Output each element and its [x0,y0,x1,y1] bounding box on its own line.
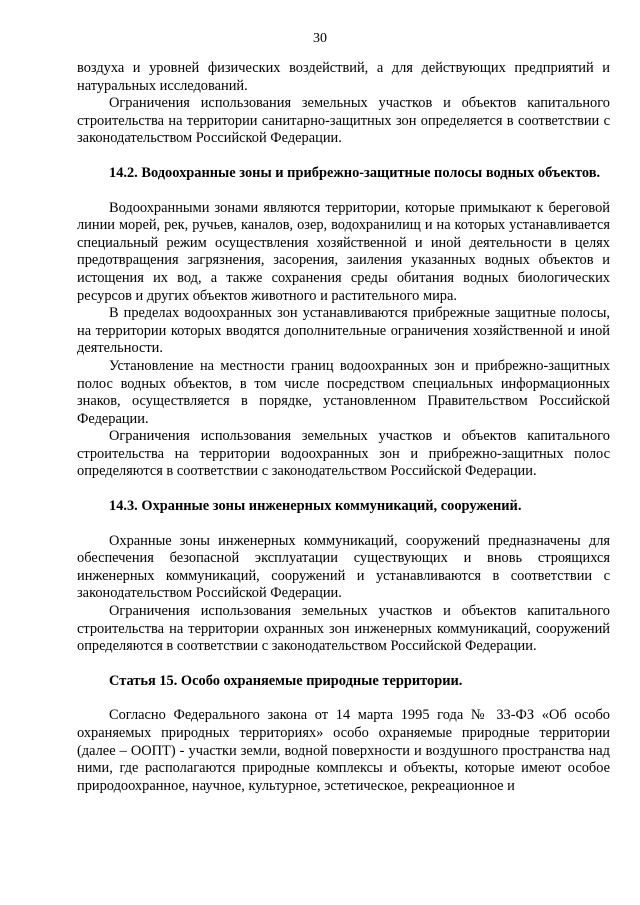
intro-paragraph-1: воздуха и уровней физических воздействий, а для действующих предприятий и натуральных исследований. [77,60,610,94]
page-content [77,60,610,795]
article-15-heading: Статья 15. Особо охраняемые природные территории. [109,672,463,689]
section-14-2-paragraph-3: Установление на местности границ водоохранных зон и прибрежно-защитных полос водных объектов, в том числе посредством специальных информационных знаков, осуществляется в порядке, установленном Правительством Российской Федерации. [77,357,610,427]
article-15-paragraph-1: Согласно Федерального закона от 14 марта 1995 года № 33-ФЗ «Об особо охраняемых природных территориях» особо охраняемые природные территории (далее – ООПТ) - участки земли, водной поверхности и воздушного пространства над ними, где располагаются природные комплексы и объекты, которые имеют особое природоохранное, научное, культурное, эстетическое, рекреационное и [77,707,610,794]
section-14-3-heading: 14.3. Охранные зоны инженерных коммуникаций, сооружений. [109,498,522,515]
section-14-3-paragraph-1: Охранные зоны инженерных коммуникаций, сооружений предназначены для обеспечения безопасной эксплуатации существующих и вновь строящихся инженерных коммуникаций, сооружений и устанавливаются в соответствии с законодательством Российской Федерации. [77,532,610,602]
section-14-3-paragraph-2: Ограничения использования земельных участков и объектов капитального строительства на территории охранных зон инженерных коммуникаций, сооружений определяются в соответствии с законодательством Российской Федерации. [77,603,610,655]
section-14-2-paragraph-4: Ограничения использования земельных участков и объектов капитального строительства на территории водоохранных зон и прибрежно-защитных полос определяются в соответствии с законодательством Российской Федерации. [77,428,610,480]
section-14-2-paragraph-2: В пределах водоохранных зон устанавливаются прибрежные защитные полосы, на территории которых вводятся дополнительные ограничения хозяйственной и иной деятельности. [77,305,610,357]
intro-paragraph-2: Ограничения использования земельных участков и объектов капитального строительства на территории санитарно-защитных зон определяется в соответствии с законодательством Российской Федерации. [77,95,610,147]
section-14-2-paragraph-1: Водоохранными зонами являются территории, которые примыкают к береговой линии морей, рек, ручьев, каналов, озер, водохранилищ и на которых устанавливается специальный режим осуществления хозяйственной и иной деятельности в целях предотвращения загрязнения, засорения, заиления указанных водных объектов и истощения их вод, а также сохранения среды обитания водных биологических ресурсов и других объектов животного и растительного мира. [77,199,610,304]
section-14-2-heading: 14.2. Водоохранные зоны и прибрежно-защитные полосы водных объектов. [109,164,601,181]
page-number: 30 [313,31,327,46]
